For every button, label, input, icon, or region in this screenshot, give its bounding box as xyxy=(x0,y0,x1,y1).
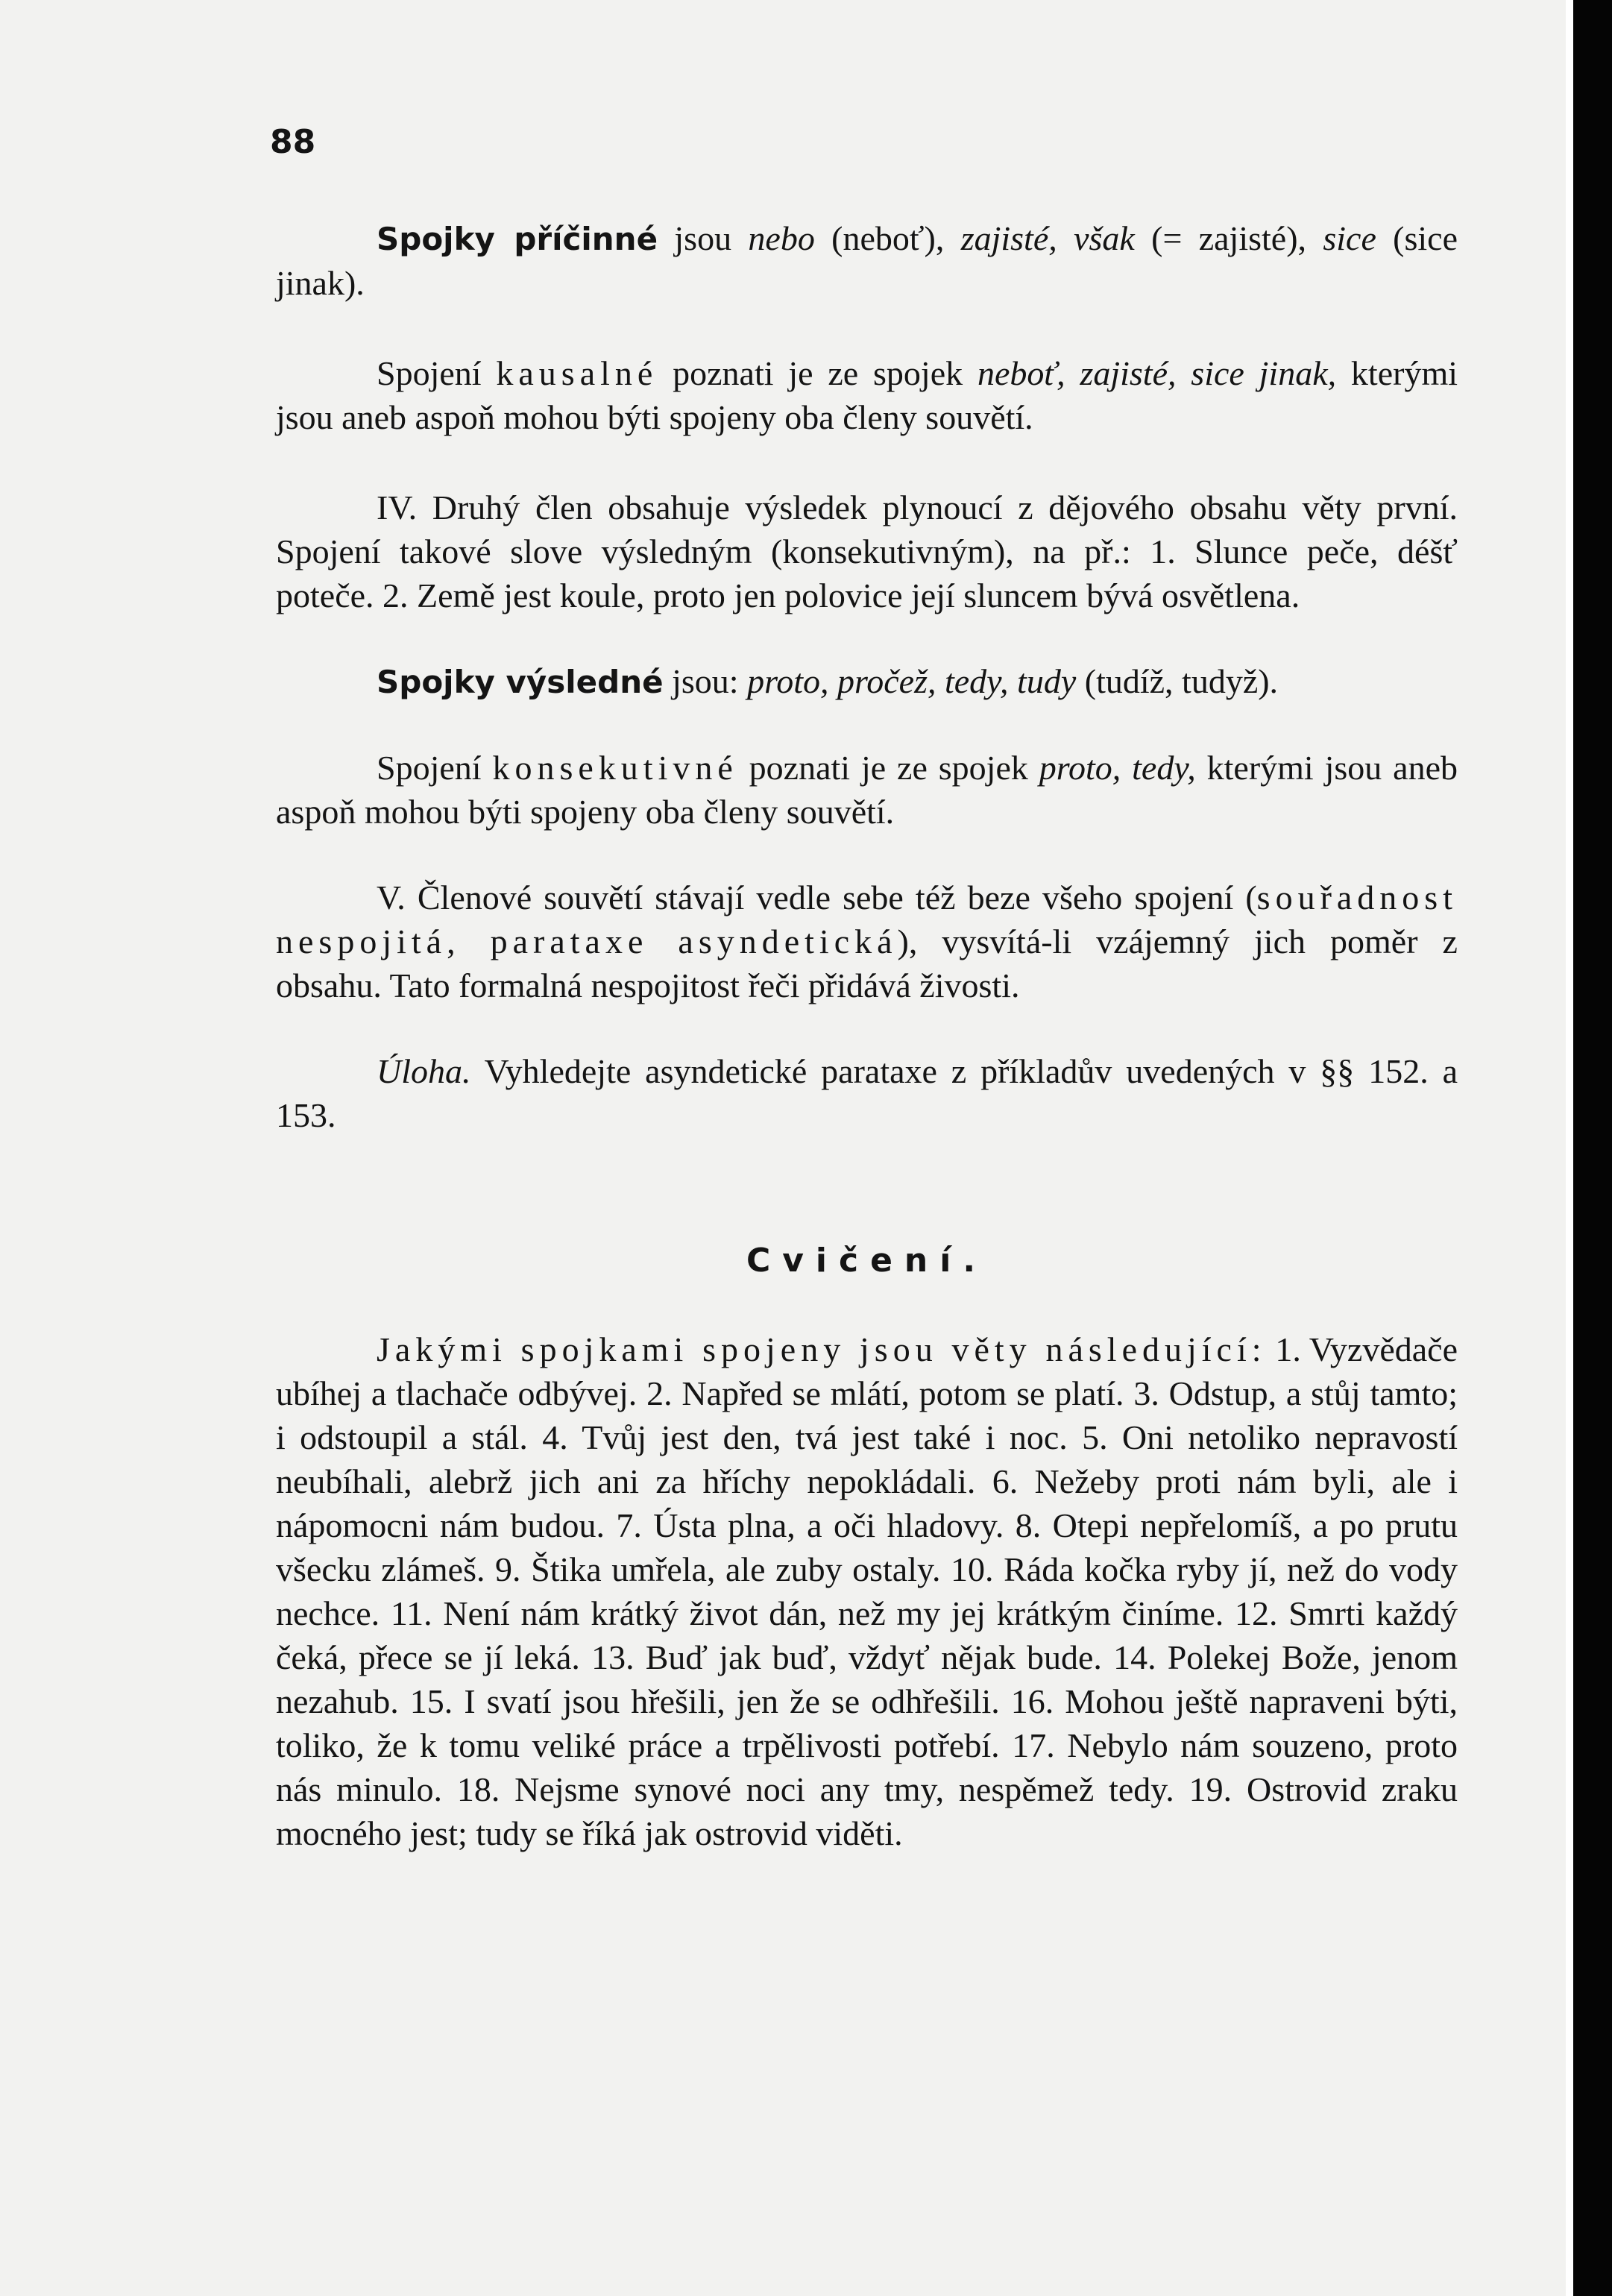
text: Spojení xyxy=(377,354,497,392)
text: jsou xyxy=(658,219,749,257)
italic-text: nebo xyxy=(748,219,815,257)
italic-text: proto, pročež, tedy, tudy xyxy=(747,662,1077,700)
text: (sice jinak). xyxy=(276,219,1458,302)
paragraph-consecutive-connection xyxy=(276,746,1458,834)
spaced-term: Jakými spojkami spojeny jsou věty následující: xyxy=(377,1330,1267,1368)
text: jsou: xyxy=(663,662,748,700)
paragraph-exercise xyxy=(276,1327,1458,1855)
text: poznati je ze spojek xyxy=(658,354,977,392)
text: Spojení xyxy=(377,749,493,787)
spaced-term: souřadnost nespojitá, parataxe asyndetická xyxy=(276,878,1458,960)
paragraph-section-v xyxy=(276,875,1458,1007)
italic-text: sice xyxy=(1323,219,1376,257)
paragraph-causal-connection xyxy=(276,351,1458,439)
paragraph-consecutive-conjunctions xyxy=(276,659,1458,704)
scan-border xyxy=(1573,0,1612,2296)
text: ), vysvítá-li vzájemný jich poměr z obsahu. Tato formalná nespojitost řeči přidává živosti. xyxy=(276,922,1458,1004)
paragraph-task xyxy=(276,1049,1458,1137)
text: kterými jsou aneb aspoň mohou býti spojeny oba členy souvětí. xyxy=(276,749,1458,831)
term-causal-conjunctions: Spojky příčinné xyxy=(377,221,658,257)
text: Vyhledejte asyndetické parataxe z příkladův uvedených v §§ 152. a 153. xyxy=(276,1052,1458,1134)
page-body xyxy=(276,216,1458,1855)
text: (= zajisté), xyxy=(1134,219,1323,257)
spaced-term: kausalné xyxy=(496,354,658,392)
text: kterými jsou aneb aspoň mohou býti spojeny oba členy souvětí. xyxy=(276,354,1458,436)
text: (neboť), xyxy=(814,219,961,257)
page-number: 88 xyxy=(270,123,316,161)
text: 1. Vyzvědače ubíhej a tlachače odbývej. 2. Napřed se mlátí, potom se platí. 3. Odstup, a stůj tamto; i odstoupil a stál. 4. Tvůj jest den, tvá jest také i noc. 5. Oni netoliko nepravostí neubíhali, alebrž jich ani za hříchy nepokládali. 6. Nežeby proti nám byli, ale i nápomocni nám budou. 7. Ústa plna, a oči hladovy. 8. Otepi nepřelomíš, a po prutu všecku zlámeš. 9. Štika umřela, ale zuby ostaly. 10. Ráda kočka ryby jí, než do vody nechce. 11. Není nám krátký život dán, než my jej krátkým činíme. 12. Smrti každý čeká, přece se jí leká. 13. Buď jak buď, vždyť nějak bude. 14. Polekej Bože, jenom nezahub. 15. I svatí jsou hřešili, jen že se odhřešili. 16. Mohou ještě napraveni býti, toliko, že k tomu veliké práce a trpělivosti potřebí. 17. Nebylo nám souzeno, proto nás minulo. 18. Nejsme synové noci any tmy, nespěmež tedy. 19. Ostrovid zraku mocného jest; tudy se říká jak ostrovid viděti. xyxy=(276,1330,1458,1852)
italic-text: proto, tedy, xyxy=(1039,749,1196,787)
text: (tudíž, tudyž). xyxy=(1076,662,1279,700)
spaced-term: konsekutivné xyxy=(492,749,738,787)
italic-text: zajisté, však xyxy=(960,219,1135,257)
italic-text: neboť, zajisté, sice jinak, xyxy=(977,354,1337,392)
task-label: Úloha. xyxy=(377,1052,471,1090)
term-consecutive-conjunctions: Spojky výsledné xyxy=(377,664,664,700)
paragraph-causal-conjunctions xyxy=(276,216,1458,305)
exercise-heading: Cvičení. xyxy=(746,1242,988,1280)
text: poznati je ze spojek xyxy=(737,749,1039,787)
text: V. Členové souvětí stávají vedle sebe též beze všeho spojení ( xyxy=(377,878,1257,916)
paragraph-section-iv: IV. Druhý člen obsahuje výsledek plynoucí z dějového obsahu věty první. Spojení takové slove výsledným (konsekutivným), na př.: 1. Slunce peče, déšť poteče. 2. Země jest koule, proto jen polovice její sluncem bývá osvětlena. xyxy=(276,488,1458,614)
